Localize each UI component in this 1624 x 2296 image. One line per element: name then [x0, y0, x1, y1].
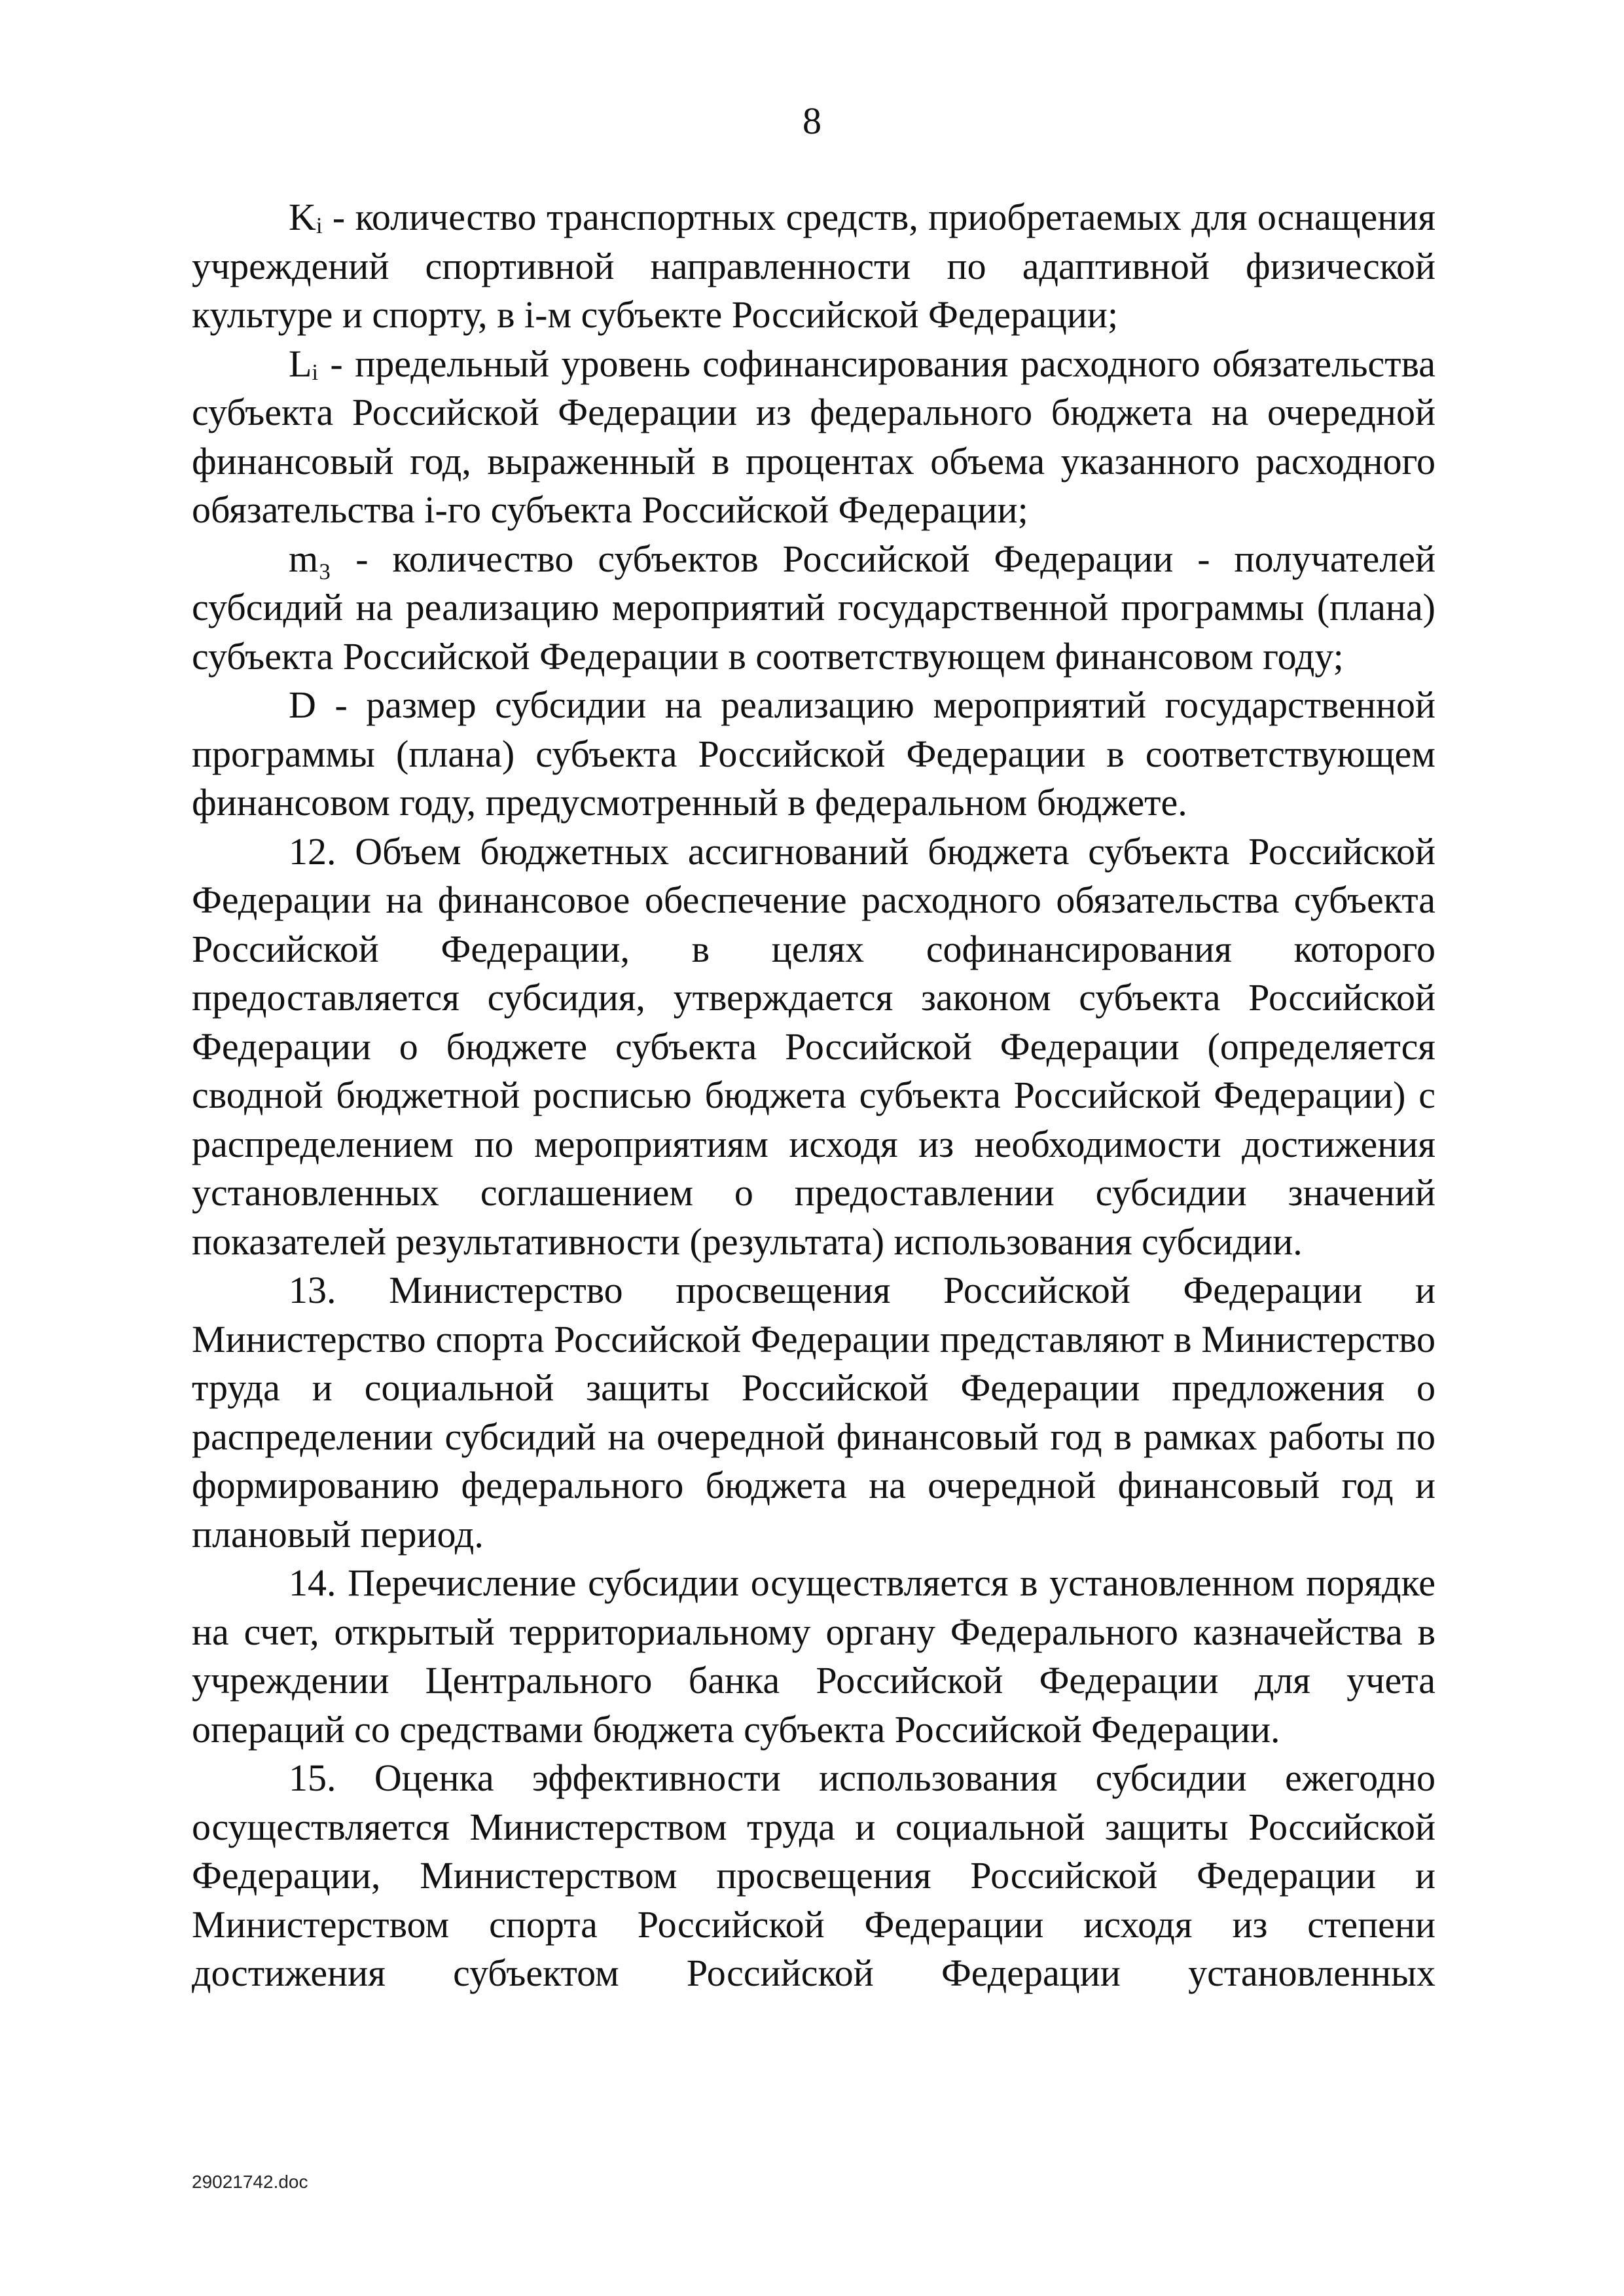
definition-li: Lᵢ - предельный уровень софинансирования расходного обязательства субъекта Российской Федерации из федерального бюджета на очередной финансовый год, выраженный в процентах объема указанного расходного обязательства i-го субъекта Российской Федерации; [192, 342, 1435, 531]
clause-14: 14. Перечисление субсидии осуществляется в установленном порядке на счет, открытый территориальному органу Федерального казначейства в учреждении Центрального банка Российской Федерации для учета операций со средствами бюджета субъекта Российской Федерации. [192, 1561, 1435, 1751]
clause-15: 15. Оценка эффективности использования субсидии ежегодно осуществляется Министерством труда и социальной защиты Российской Федерации, Министерством просвещения Российской Федерации и Министерством спорта Российской Федерации исходя из степени достижения субъектом Российской Федерации установленных [192, 1757, 1435, 1994]
document-body [192, 193, 1435, 1998]
footer-document-code: 29021742.doc [192, 2172, 308, 2192]
page-number: 8 [803, 100, 821, 142]
definition-d: D - размер субсидии на реализацию мероприятий государственной программы (плана) субъекта Российской Федерации в соответствующем финансовом году, предусмотренный в федеральном бюджете. [192, 683, 1435, 824]
definition-m3: m₃ - количество субъектов Российской Федерации - получателей субсидий на реализацию мероприятий государственной программы (плана) субъекта Российской Федерации в соответствующем финансовом году; [192, 537, 1435, 678]
clause-12: 12. Объем бюджетных ассигнований бюджета субъекта Российской Федерации на финансовое обеспечение расходного обязательства субъекта Российской Федерации, в целях софинансирования которого предоставляется субсидия, утверждается законом субъекта Российской Федерации о бюджете субъекта Российской Федерации (определяется сводной бюджетной росписью бюджета субъекта Российской Федерации) с распределением по мероприятиям исходя из необходимости достижения установленных соглашением о предоставлении субсидии значений показателей результативности (результата) использования субсидии. [192, 829, 1435, 1263]
definition-ki: Kᵢ - количество транспортных средств, приобретаемых для оснащения учреждений спортивной направленности по адаптивной физической культуре и спорту, в i-м субъекте Российской Федерации; [192, 196, 1435, 336]
clause-13: 13. Министерство просвещения Российской Федерации и Министерство спорта Российской Федерации представляют в Министерство труда и социальной защиты Российской Федерации предложения о распределении субсидий на очередной финансовый год в рамках работы по формированию федерального бюджета на очередной финансовый год и плановый период. [192, 1269, 1435, 1556]
